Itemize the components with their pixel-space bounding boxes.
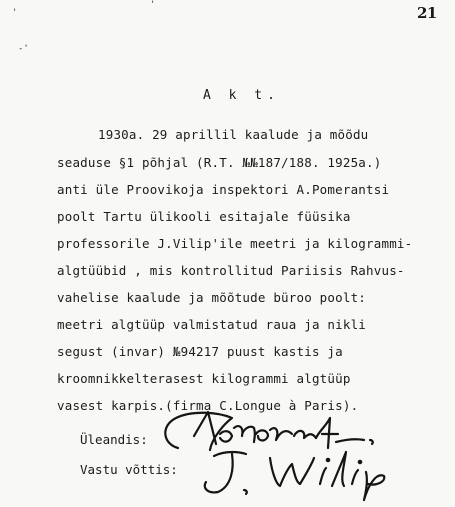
body-line: 1930a. 29 aprillil kaalude ja mõõdu [98, 127, 369, 142]
body-line: algtüübid , mis kontrollitud Pariisis Rahvus- [57, 263, 405, 278]
margin-mark: ' [12, 8, 18, 18]
document-heading: A k t. [203, 88, 280, 103]
body-line: professorile J.Vilip'ile meetri ja kilogrammi- [57, 236, 413, 251]
body-line: anti üle Proovikoja inspektori A.Pomerantsi [57, 182, 390, 197]
body-line: poolt Tartu ülikooli esitajale füüsika [57, 209, 351, 224]
body-line: vahelise kaalude ja mõõtude büroo poolt: [57, 290, 367, 305]
body-line: vasest karpis.(firma C.Longue à Paris). [57, 398, 359, 413]
body-line: meetri algtüüp valmistatud raua ja nikli [57, 317, 367, 332]
page-number: 21 [417, 4, 437, 22]
body-line: kroomnikkelterasest kilogrammi algtüüp [57, 371, 351, 386]
body-line: seaduse §1 põhjal (R.T. №№187/188. 1925a.) [57, 155, 382, 170]
received-label: Vastu võttis: [80, 462, 178, 477]
margin-mark: ' [150, 0, 156, 10]
body-line: segust (invar) №94217 puust kastis ja [57, 344, 343, 359]
handed-over-label: Üleandis: [80, 432, 148, 447]
margin-mark: -' [18, 44, 29, 54]
signature-vilip [196, 446, 396, 504]
